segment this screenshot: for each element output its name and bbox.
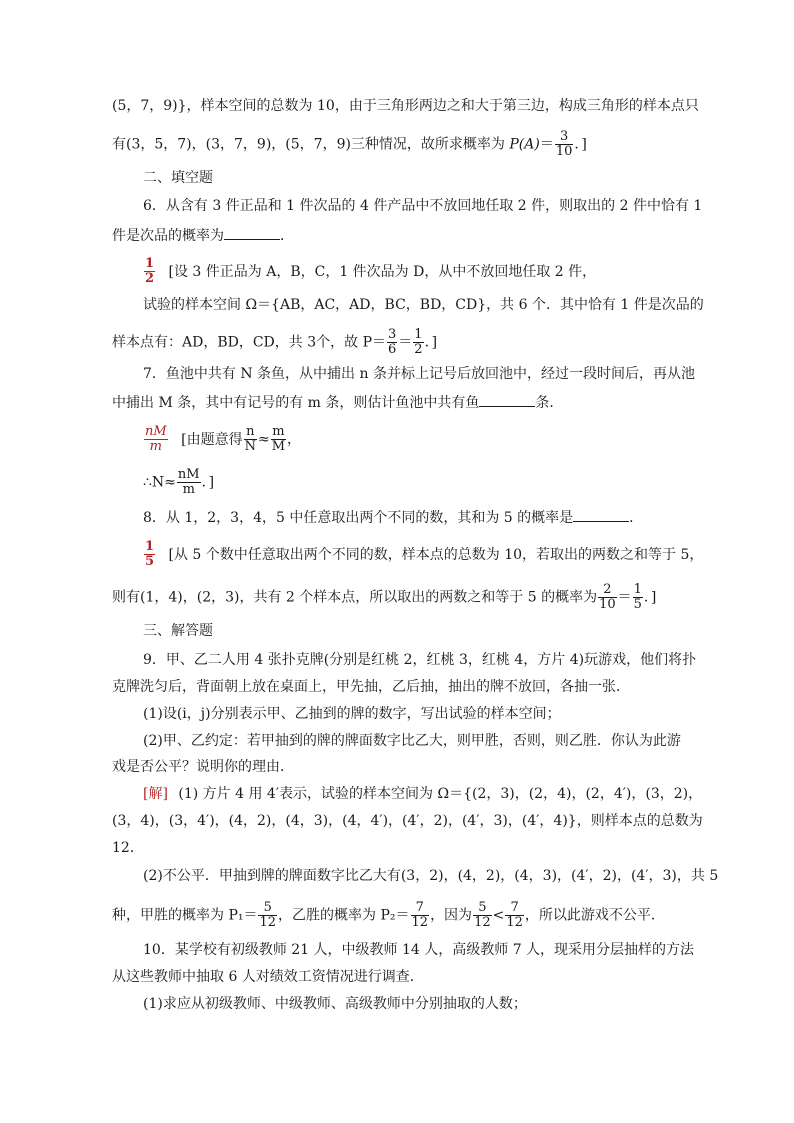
answer-fraction: [144, 257, 155, 286]
denominator: 12: [474, 915, 491, 930]
question-10: [143, 940, 694, 960]
answer-9: [112, 811, 703, 831]
answer-8: [112, 583, 656, 612]
text: 从这些教师中抽取 6 人对绩效工资情况进行调查．: [112, 969, 424, 985]
answer-blank: [224, 227, 280, 240]
denominator: 2: [414, 342, 423, 357]
question-9: [143, 704, 561, 724]
denominator: 6: [388, 342, 397, 357]
text: [从 5 个数中任意取出两个不同的数，样本点的总数为 10，若取出的两数之和等于 5，: [168, 546, 704, 563]
answer-9: [143, 784, 702, 804]
answer-blank: [573, 509, 629, 522]
text: 6．从含有 3 件正品和 1 件次品的 4 件产品中不放回地任取 2 件，则取出的 2 件中恰有 1: [143, 198, 703, 214]
numerator: 3: [555, 130, 574, 145]
answer-7: [143, 425, 301, 454]
text: ≈: [257, 431, 270, 448]
fraction: [411, 901, 430, 930]
question-6: [143, 196, 702, 216]
numerator: 7: [505, 901, 524, 916]
question-6: [112, 226, 294, 246]
text: 二、填空题: [143, 170, 213, 186]
numerator: 5: [473, 901, 492, 916]
denominator: 5: [145, 554, 155, 569]
question-7: [143, 364, 695, 384]
fraction: [555, 130, 574, 159]
denominator: 12: [411, 915, 429, 930]
fraction: [244, 425, 257, 454]
text: 9．甲、乙二人用 4 张扑克牌(分别是红桃 2，红桃 3，红桃 4，方片 4)玩游戏，他们将扑: [143, 652, 697, 668]
question-9: [143, 731, 681, 751]
numerator: nM: [145, 424, 167, 439]
text: (2)不公平．甲抽到牌的牌面数字比乙大有(3，2)，(4，2)，(4，3)，(4′，2)，(4′，3)，共 5: [143, 868, 719, 884]
text: ．]: [424, 334, 438, 351]
numerator: nM: [177, 467, 200, 482]
numerator: 3: [388, 327, 397, 342]
text: ．]: [643, 589, 657, 606]
fraction: [271, 425, 286, 454]
text: ＝: [539, 136, 554, 153]
numerator: n: [244, 425, 257, 440]
question-8: [143, 508, 643, 528]
text: 件是次品的概率为: [112, 228, 224, 244]
section-heading: [143, 168, 213, 188]
text: ＝: [398, 334, 413, 351]
text: ．]: [201, 474, 215, 491]
denominator: M: [271, 439, 286, 454]
text: (3，4)，(3，4′)，(4，2)，(4，3)，(4，4′)，(4′，2)，(4′，3)，(4′，4)}，则样本点的总数为: [112, 813, 703, 829]
text: (2)甲、乙约定：若甲抽到的牌的牌面数字比乙大，则甲胜，否则，则乙胜．你认为此游: [143, 733, 681, 749]
fraction: [633, 583, 643, 612]
numerator: m: [272, 424, 285, 439]
text-line: [112, 96, 699, 116]
answer-6: [143, 257, 596, 286]
text: [设 3 件正品为 A，B，C，1 件次品为 D，从中不放回地任取 2 件，: [168, 263, 597, 280]
question-10: [112, 967, 424, 987]
fraction: [258, 901, 277, 930]
numerator: 5: [258, 901, 277, 916]
text: 样本点有：AD，BD，CD，共 3个，故 P＝: [112, 334, 387, 351]
question-10: [143, 994, 527, 1014]
fraction: [387, 328, 397, 357]
answer-9: [112, 838, 144, 858]
numerator: 1: [414, 327, 423, 342]
text: ，: [287, 431, 302, 448]
denominator: 2: [145, 271, 155, 286]
text: (1) 方片 4 用 4′表示，试验的样本空间为 Ω＝{(2，3)，(2，4)，(2，4′)，(3，2)，: [178, 786, 703, 802]
text: 8．从 1，2，3，4，5 中任意取出两个不同的数，其和为 5 的概率是: [143, 510, 574, 526]
text: 10．某学校有初级教师 21 人，中级教师 14 人，高级教师 7 人，现采用分层抽样的方法: [143, 942, 695, 958]
fraction: [505, 901, 524, 930]
denominator: 12: [259, 915, 277, 930]
text: (5，7，9)}，样本空间的总数为 10，由于三角形两边之和大于第三边，构成三角形的样本点只: [112, 98, 699, 114]
text: ，所以此游戏不公平．: [524, 907, 665, 924]
text: ，乙胜的概率为 P₂＝: [278, 907, 410, 924]
numerator: 2: [598, 583, 617, 598]
answer-8: [143, 540, 703, 569]
answer-fraction: [144, 540, 155, 569]
text: 12．: [112, 840, 144, 856]
numerator: 7: [411, 901, 430, 916]
denominator: 12: [506, 915, 523, 930]
question-9: [112, 757, 294, 777]
answer-6: [143, 295, 704, 315]
text: ∴N≈: [143, 474, 176, 491]
answer-6: [112, 328, 437, 357]
question-9: [112, 677, 630, 697]
fraction: [413, 328, 423, 357]
text: 中捕出 M 条，其中有记号的有 m 条，则估计鱼池中共有鱼: [112, 395, 480, 411]
text: 戏是否公平？说明你的理由．: [112, 759, 294, 775]
text: ．: [629, 510, 644, 526]
denominator: m: [149, 439, 162, 454]
solution-tag: [解]: [143, 786, 168, 802]
answer-blank: [479, 394, 535, 407]
text: ．: [280, 228, 294, 244]
text: 克牌洗匀后，背面朝上放在桌面上，甲先抽，乙后抽，抽出的牌不放回，各抽一张．: [112, 679, 630, 695]
numerator: 1: [145, 539, 155, 554]
text: <: [492, 907, 505, 924]
answer-fraction: [144, 425, 168, 454]
question-9: [143, 650, 696, 670]
text: 条．: [535, 395, 564, 411]
numerator: 1: [145, 256, 155, 271]
text-line: [112, 130, 587, 159]
text: ＝: [617, 589, 632, 606]
fraction: [598, 583, 617, 612]
text: ．]: [574, 136, 587, 153]
numerator: 1: [633, 582, 642, 597]
denominator: 10: [555, 144, 573, 159]
text: 三、解答题: [143, 623, 213, 639]
question-7: [112, 393, 563, 413]
text: 种，甲胜的概率为 P₁＝: [112, 907, 258, 924]
denominator: 10: [599, 597, 616, 612]
fraction: [177, 468, 201, 497]
denominator: m: [182, 482, 195, 497]
text: (1)求应从初级教师、中级教师、高级教师中分别抽取的人数；: [143, 996, 527, 1012]
text: 7．鱼池中共有 N 条鱼，从中捕出 n 条并标上记号后放回池中，经过一段时间后，再从池: [143, 366, 695, 382]
text: ，因为: [430, 907, 473, 924]
section-heading: [143, 621, 213, 641]
denominator: N: [244, 439, 256, 454]
answer-7: [143, 468, 214, 497]
text: 有(3，5，7)，(3，7，9)，(5，7，9)三种情况，故所求概率为: [112, 136, 510, 153]
text: (1)设(i，j)分别表示甲、乙抽到的牌的数字，写出试验的样本空间；: [143, 706, 561, 722]
text: 试验的样本空间 Ω＝{AB，AC，AD，BC，BD，CD}，共 6 个．其中恰有 1 件是次品的: [143, 297, 704, 313]
text: [由题意得: [181, 431, 243, 448]
fraction: [473, 901, 492, 930]
math-var: P(A): [509, 136, 540, 153]
denominator: 5: [633, 597, 642, 612]
answer-9: [112, 901, 665, 930]
answer-9: [143, 866, 718, 886]
text: 则有(1，4)，(2，3)，共有 2 个样本点，所以取出的两数之和等于 5 的概率为: [112, 589, 598, 606]
